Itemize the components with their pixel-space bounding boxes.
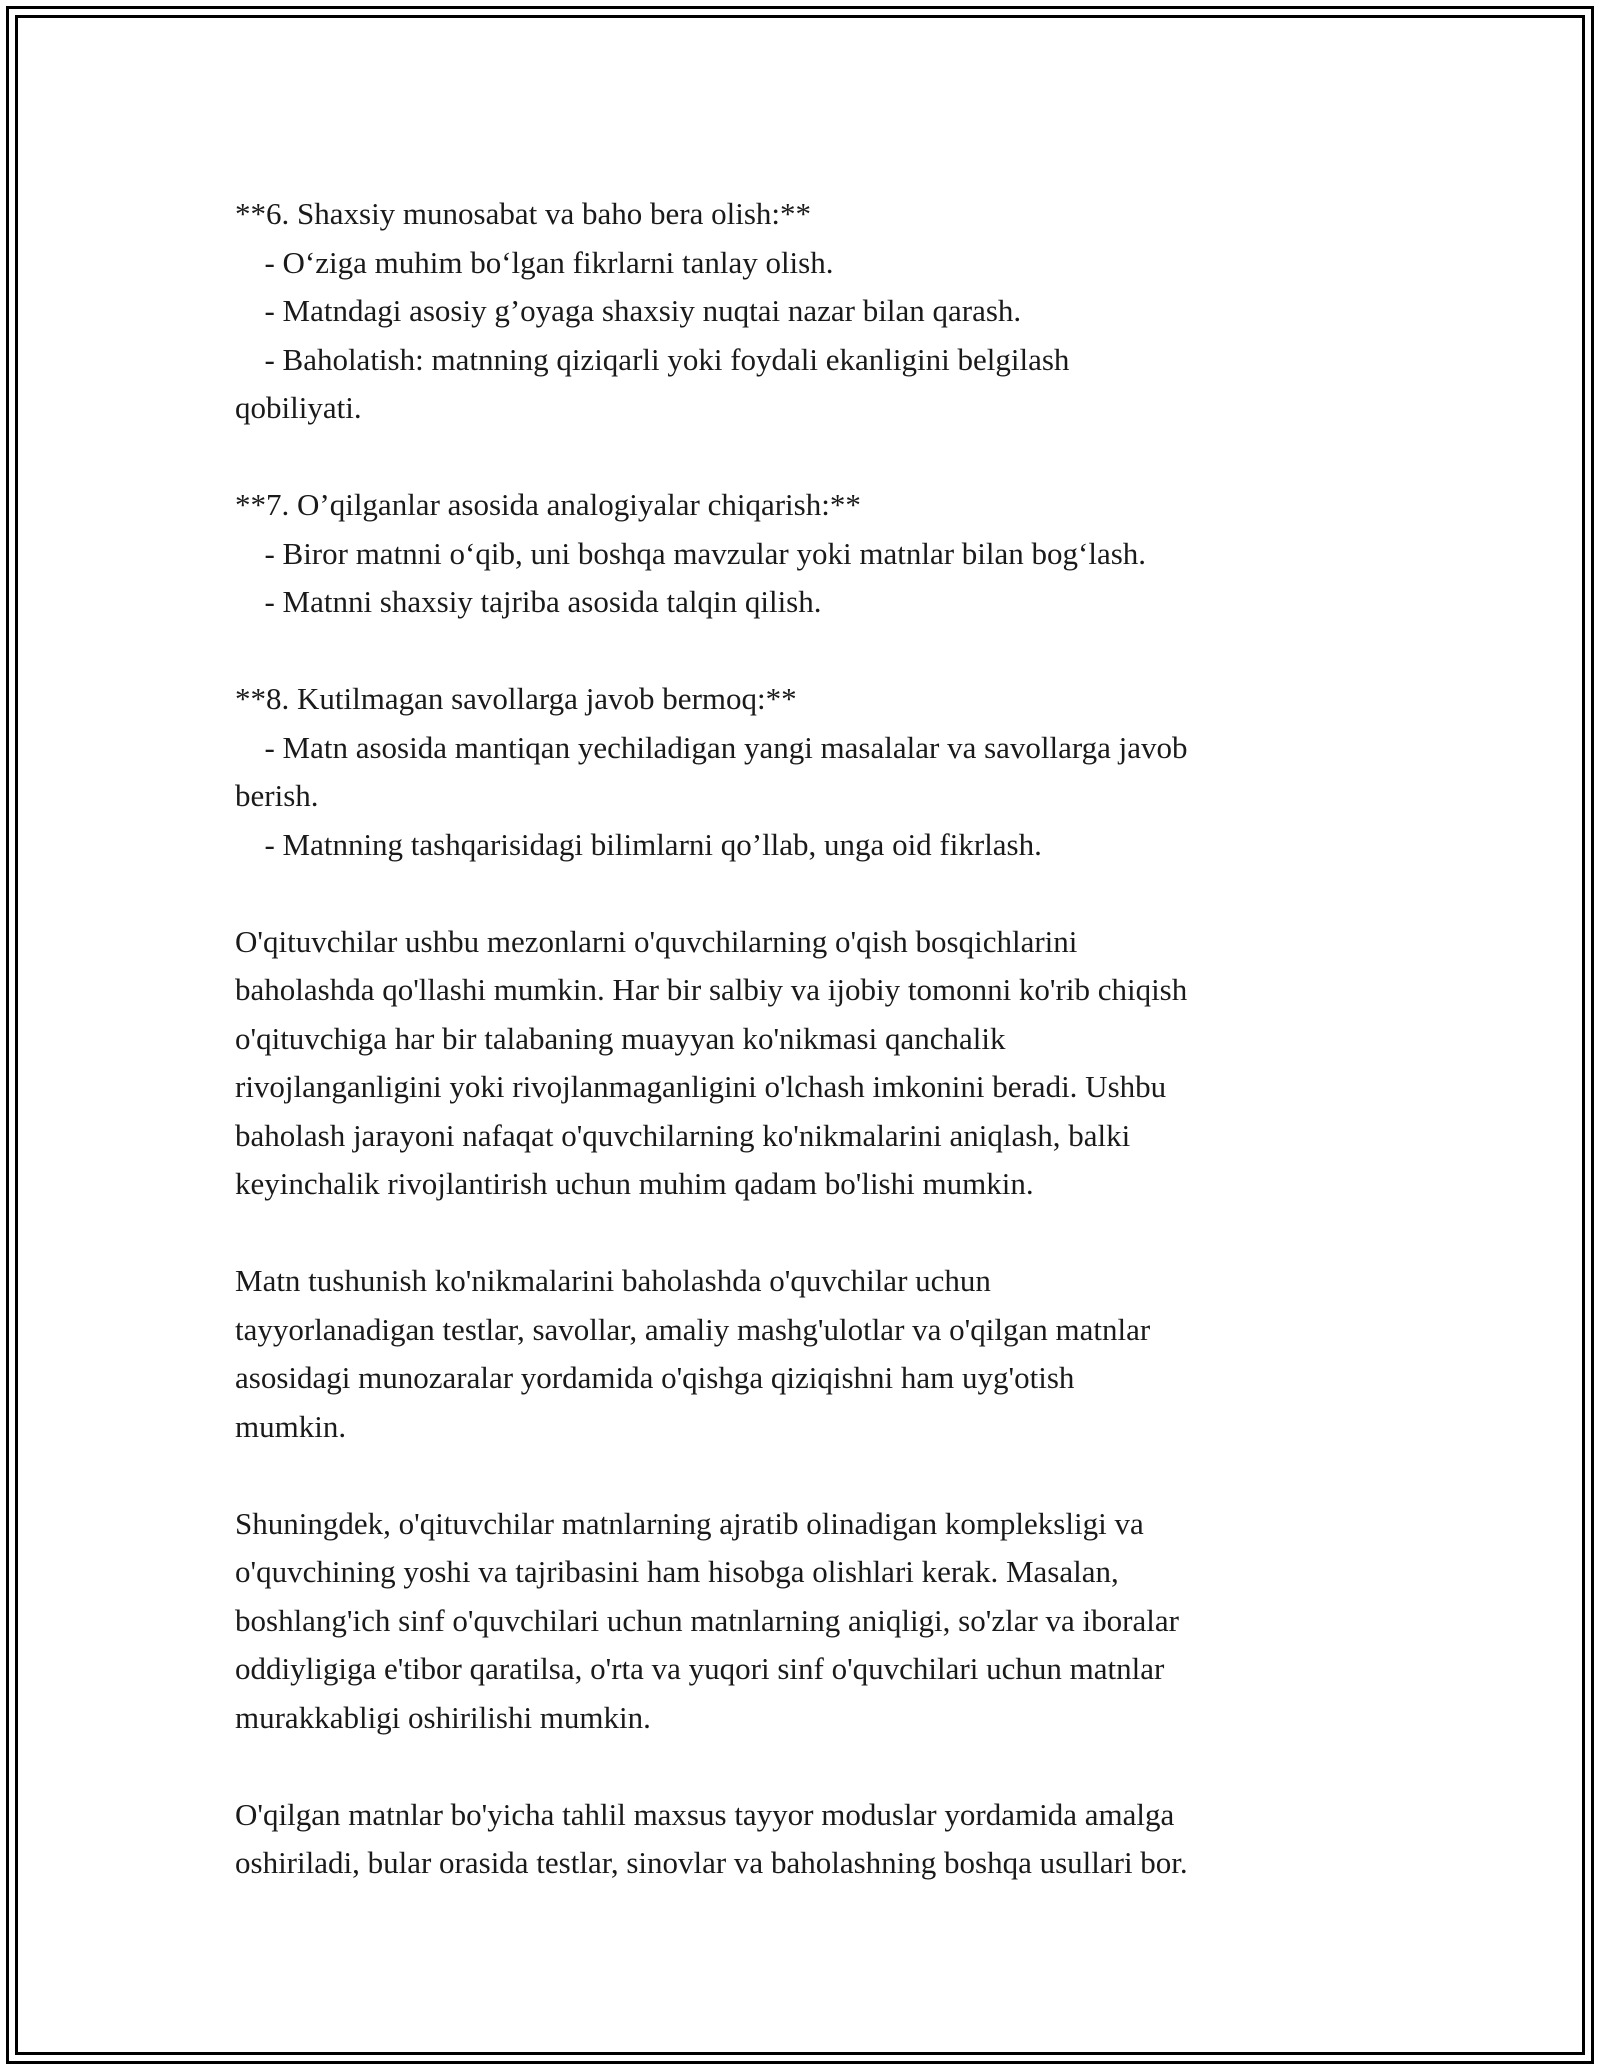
list-item: - Matn asosida mantiqan yechiladigan yangi masalalar va savollarga javob xyxy=(264,729,1188,765)
list-item: - O‘ziga muhim bo‘lgan fikrlarni tanlay olish. xyxy=(264,244,834,280)
paragraph-line: O'qilgan matnlar bo'yicha tahlil maxsus tayyor moduslar yordamida amalga xyxy=(235,1796,1175,1832)
section-heading: **6. Shaxsiy munosabat va baho bera olish:** xyxy=(235,196,811,231)
section-8 xyxy=(235,675,1385,869)
paragraph-1 xyxy=(235,918,1385,1209)
section-7 xyxy=(235,481,1385,627)
paragraph-line: tayyorlanadigan testlar, savollar, amaliy mashg'ulotlar va o'qilgan matnlar xyxy=(235,1311,1151,1347)
section-6 xyxy=(235,190,1385,433)
paragraph-line: Matn tushunish ko'nikmalarini baholashda o'quvchilar uchun xyxy=(235,1263,991,1298)
paragraph-line: o'quvchining yoshi va tajribasini ham hisobga olishlari kerak. Masalan, xyxy=(235,1554,1119,1589)
paragraph-line: o'qituvchiga har bir talabaning muayyan ko'nikmasi qanchalik xyxy=(235,1020,1006,1056)
paragraph-2 xyxy=(235,1257,1385,1451)
paragraph-line: rivojlanganligini yoki rivojlanmaganligini o'lchash imkonini beradi. Ushbu xyxy=(235,1069,1167,1104)
paragraph-line: oddiyligiga e'tibor qaratilsa, o'rta va yuqori sinf o'quvchilari uchun matnlar xyxy=(235,1651,1165,1686)
paragraph-line: keyinchalik rivojlantirish uchun muhim qadam bo'lishi mumkin. xyxy=(235,1166,1034,1201)
paragraph-line: Shuningdek, o'qituvchilar matnlarning ajratib olinadigan kompleksligi va xyxy=(235,1505,1144,1541)
list-item: - Biror matnni o‘qib, uni boshqa mavzular yoki matnlar bilan bog‘lash. xyxy=(264,535,1147,571)
paragraph-line: boshlang'ich sinf o'quvchilari uchun matnlarning aniqligi, so'zlar va iboralar xyxy=(235,1602,1179,1638)
paragraph-line: asosidagi munozaralar yordamida o'qishga qiziqishni ham uyg'otish xyxy=(235,1360,1075,1395)
list-item: - Matnni shaxsiy tajriba asosida talqin qilish. xyxy=(264,584,822,619)
paragraph-line: oshiriladi, bular orasida testlar, sinovlar va baholashning boshqa usullari bor. xyxy=(235,1845,1188,1880)
paragraph-line: mumkin. xyxy=(235,1408,347,1444)
paragraph-line: O'qituvchilar ushbu mezonlarni o'quvchilarning o'qish bosqichlarini xyxy=(235,923,1078,959)
list-item-continuation: qobiliyati. xyxy=(235,390,362,425)
list-item-continuation: berish. xyxy=(235,778,319,813)
list-item: - Matndagi asosiy g’oyaga shaxsiy nuqtai nazar bilan qarash. xyxy=(264,293,1022,328)
paragraph-3 xyxy=(235,1500,1385,1743)
document-body xyxy=(235,190,1385,1888)
list-item: - Matnning tashqarisidagi bilimlarni qo’llab, unga oid fikrlash. xyxy=(264,826,1042,862)
paragraph-line: murakkabligi oshirilishi mumkin. xyxy=(235,1699,651,1735)
section-heading: **7. O’qilganlar asosida analogiyalar chiqarish:** xyxy=(235,487,861,522)
paragraph-line: baholashda qo'llashi mumkin. Har bir salbiy va ijobiy tomonni ko'rib chiqish xyxy=(235,972,1188,1007)
paragraph-4 xyxy=(235,1791,1385,1888)
list-item: - Baholatish: matnning qiziqarli yoki foydali ekanligini belgilash xyxy=(264,341,1070,377)
section-heading: **8. Kutilmagan savollarga javob bermoq:** xyxy=(235,681,797,716)
paragraph-line: baholash jarayoni nafaqat o'quvchilarning ko'nikmalarini aniqlash, balki xyxy=(235,1117,1131,1153)
